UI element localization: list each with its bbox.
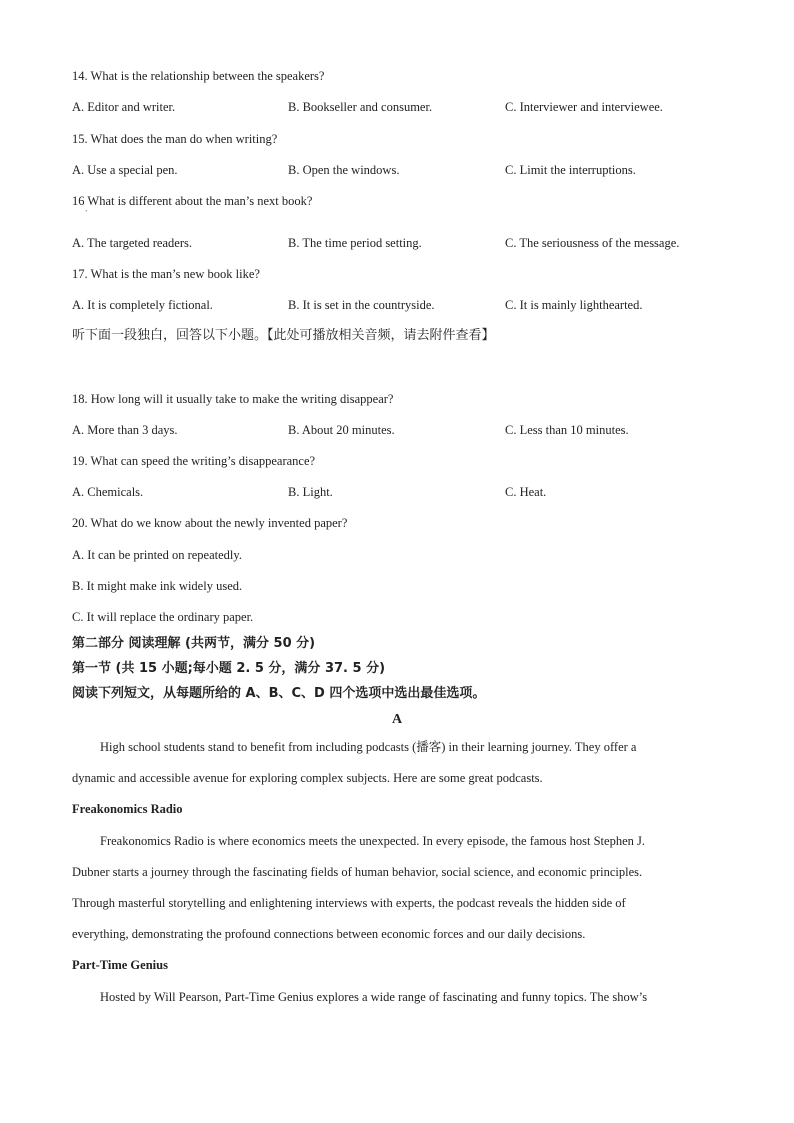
listening-instruction: 听下面一段独白，回答以下小题。【此处可播放相关音频，请去附件查看】 bbox=[72, 328, 495, 343]
freakonomics-heading: Freakonomics Radio bbox=[72, 802, 183, 816]
passage-intro-line-2: dynamic and accessible avenue for exploring complex subjects. Here are some great podcasts. bbox=[72, 771, 543, 785]
question-17-option-a: A. It is completely fictional. bbox=[72, 298, 213, 312]
parttime-line-1: Hosted by Will Pearson, Part-Time Genius explores a wide range of fascinating and funny topics. The show’s bbox=[100, 990, 648, 1004]
question-14-stem: 14. What is the relationship between the speakers? bbox=[72, 69, 325, 83]
question-14-option-a: A. Editor and writer. bbox=[72, 100, 176, 114]
freakonomics-line-3: Through masterful storytelling and enlightening interviews with experts, the podcast reveals the hidden side of bbox=[72, 896, 626, 910]
freakonomics-line-4: everything, demonstrating the profound connections between economic forces and our daily decisions. bbox=[72, 927, 586, 941]
passage-intro-line-1: High school students stand to benefit from including podcasts (播客) in their learning journey. They offer a bbox=[100, 740, 637, 754]
question-17-option-c: C. It is mainly lighthearted. bbox=[505, 298, 643, 312]
question-15-option-b: B. Open the windows. bbox=[288, 163, 400, 177]
question-19-option-a: A. Chemicals. bbox=[72, 485, 144, 499]
question-20-stem: 20. What do we know about the newly invented paper? bbox=[72, 516, 348, 530]
question-14-option-b: B. Bookseller and consumer. bbox=[288, 100, 433, 114]
reading-instruction: 阅读下列短文，从每题所给的 A、B、C、D 四个选项中选出最佳选项。 bbox=[72, 686, 486, 701]
question-18-option-b: B. About 20 minutes. bbox=[288, 423, 395, 437]
question-15-option-c: C. Limit the interruptions. bbox=[505, 163, 636, 177]
question-15-stem: 15. What does the man do when writing? bbox=[72, 132, 278, 146]
question-16-option-c: C. The seriousness of the message. bbox=[505, 236, 680, 250]
question-15-option-a: A. Use a special pen. bbox=[72, 163, 178, 177]
question-16-option-b: B. The time period setting. bbox=[288, 236, 422, 250]
question-20-option-b: B. It might make ink widely used. bbox=[72, 579, 243, 593]
question-19-option-b: B. Light. bbox=[288, 485, 333, 499]
question-14-option-c: C. Interviewer and interviewee. bbox=[505, 100, 663, 114]
freakonomics-line-2: Dubner starts a journey through the fascinating fields of human behavior, social science, and economic principles. bbox=[72, 865, 643, 879]
question-18-option-a: A. More than 3 days. bbox=[72, 423, 178, 437]
question-20-option-a: A. It can be printed on repeatedly. bbox=[72, 548, 242, 562]
freakonomics-line-1: Freakonomics Radio is where economics meets the unexpected. In every episode, the famous host Stephen J. bbox=[100, 834, 645, 848]
question-16-option-a: A. The targeted readers. bbox=[72, 236, 192, 250]
stray-mark: ˋ bbox=[85, 209, 88, 218]
section-one-title: 第一节 (共 15 小题;每小题 2. 5 分，满分 37. 5 分) bbox=[72, 661, 386, 676]
question-19-option-c: C. Heat. bbox=[505, 485, 547, 499]
part-two-title: 第二部分 阅读理解 (共两节，满分 50 分) bbox=[72, 636, 316, 651]
passage-label: A bbox=[391, 712, 403, 727]
question-18-option-c: C. Less than 10 minutes. bbox=[505, 423, 629, 437]
question-20-option-c: C. It will replace the ordinary paper. bbox=[72, 610, 254, 624]
question-16-stem: 16 What is different about the man’s next book? bbox=[72, 194, 313, 208]
question-19-stem: 19. What can speed the writing’s disappearance? bbox=[72, 454, 316, 468]
parttime-heading: Part-Time Genius bbox=[72, 958, 168, 972]
question-18-stem: 18. How long will it usually take to make the writing disappear? bbox=[72, 392, 394, 406]
question-17-option-b: B. It is set in the countryside. bbox=[288, 298, 435, 312]
question-17-stem: 17. What is the man’s new book like? bbox=[72, 267, 260, 281]
